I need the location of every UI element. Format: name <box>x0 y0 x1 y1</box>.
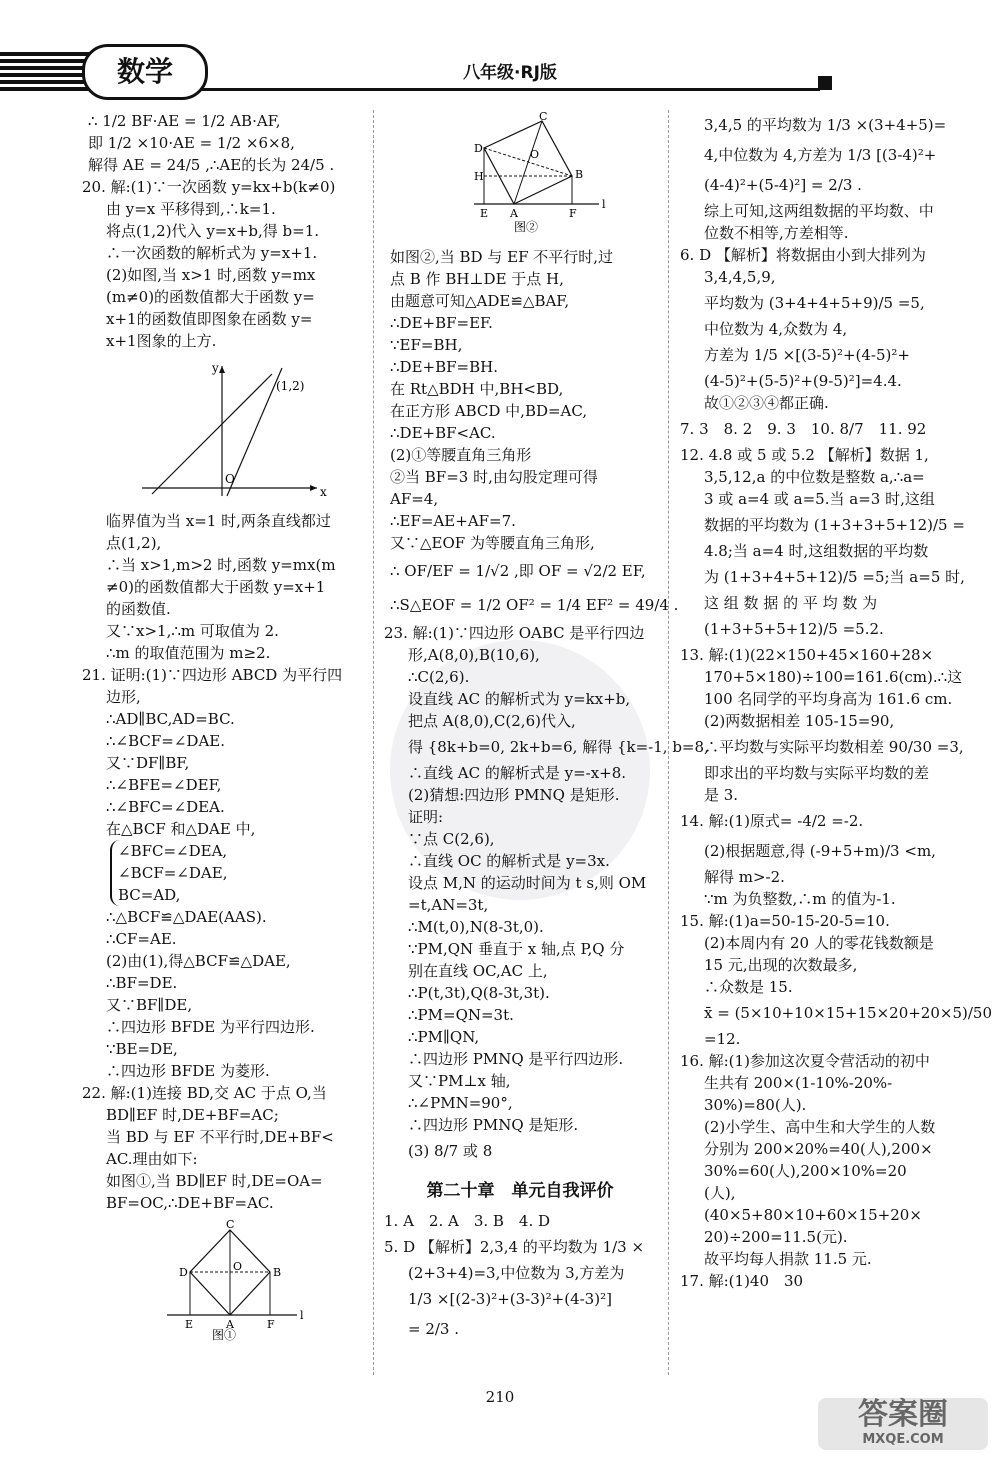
question-20-title: 20. 解:(1)∵一次函数 y=kx+b(k≠0) <box>82 178 336 196</box>
text-line: ∴∠BFC=∠DEA. <box>106 798 225 816</box>
text-line: x+1图象的上方. <box>106 332 217 350</box>
text-line: 即 1/2 ×10·AE = 1/2 ×6×8, <box>88 134 295 152</box>
text-line: (2)小学生、高中生和大学生的人数 <box>704 1118 936 1136</box>
text-line: x+1的函数值即图象在函数 y= <box>106 310 313 328</box>
text-line: ∴S△EOF = 1/2 OF² = 1/4 EF² = 49/4 . <box>390 596 679 614</box>
text-line: 20)÷200=11.5(元). <box>704 1228 848 1246</box>
text-line: ∵PM,QN 垂直于 x 轴,点 P,Q 分 <box>408 940 625 958</box>
label-o: O <box>530 148 540 161</box>
text-line: 30%)=80(人). <box>704 1096 807 1114</box>
question-16-title: 16. 解:(1)参加这次夏令营活动的初中 <box>680 1052 930 1070</box>
grade-label: 八年级·RJ版 <box>463 63 557 83</box>
text-line: (2)①等腰直角三角形 <box>390 446 532 464</box>
text-line: 解得 m>-2. <box>704 868 785 886</box>
text-line: ∴当 x>1,m>2 时,函数 y=mx(m <box>106 556 336 574</box>
text-line: (2)如图,当 x>1 时,函数 y=mx <box>106 266 316 284</box>
text-line: 平均数为 (3+4+4+5+9)/5 =5, <box>704 294 925 312</box>
text-line: ∴ OF/EF = 1/√2 ,即 OF = √2/2 EF, <box>390 562 646 580</box>
text-line: (2+3+4)=3,中位数为 3,方差为 <box>408 1264 625 1282</box>
text-line: ∴△BCF≌△DAE(AAS). <box>106 908 267 926</box>
label-f: F <box>569 207 577 220</box>
text-line: 3,4,4,5,9, <box>704 268 776 286</box>
text-line: ∴∠BFE=∠DEF, <box>106 776 222 794</box>
text-line: ∴ 1/2 BF·AE = 1/2 AB·AF, <box>88 112 281 130</box>
text-line: 形,A(8,0),B(10,6), <box>408 646 540 664</box>
text-line: (40×5+80×10+60×15+20× <box>704 1206 922 1224</box>
text-line: 是 3. <box>704 786 739 804</box>
question-17-title: 17. 解:(1)40 30 <box>680 1272 804 1290</box>
text-line: 当 BD 与 EF 不平行时,DE+BF< <box>106 1128 334 1146</box>
text-line: 在正方形 ABCD 中,BD=AC, <box>390 402 588 420</box>
text-line: 故①②③④都正确. <box>704 394 829 412</box>
question-13-title: 13. 解:(1)(22×150+45×160+28× <box>680 646 934 664</box>
text-line: ∴PM=QN=3t. <box>408 1006 514 1024</box>
label-a: A <box>226 1318 234 1331</box>
text-line: ∴M(t,0),N(8-3t,0). <box>408 918 544 936</box>
text-line: 3 或 a=4 或 a=5.当 a=3 时,这组 <box>704 490 935 508</box>
text-line: BC=AD, <box>118 886 181 904</box>
text-line: 临界值为当 x=1 时,两条直线都过 <box>106 512 331 530</box>
text-line: 又∵△EOF 为等腰直角三角形, <box>390 534 595 552</box>
header-stripes <box>0 52 95 92</box>
label-d: D <box>474 142 483 155</box>
text-line: ∴直线 AC 的解析式是 y=-x+8. <box>408 764 627 782</box>
text-line: ∴四边形 BFDE 为菱形. <box>106 1062 270 1080</box>
text-line: 点 B 作 BH⊥DE 于点 H, <box>390 270 564 288</box>
text-line: 在△BCF 和△DAE 中, <box>106 820 256 838</box>
origin-label: O <box>225 472 235 486</box>
text-line: ∴DE+BF=EF. <box>390 314 493 332</box>
text-line: ∴∠BCF=∠DAE. <box>106 732 226 750</box>
text-line: (3) 8/7 或 8 <box>408 1142 493 1160</box>
text-line: (2)两数据相差 105-15=90, <box>704 712 895 730</box>
text-line: 即求出的平均数与实际平均数的差 <box>704 764 930 782</box>
question-21-title: 21. 证明:(1)∵四边形 ABCD 为平行四 <box>82 666 343 684</box>
text-line: 将点(1,2)代入 y=x+b,得 b=1. <box>106 222 320 240</box>
answer-line: 1. A 2. A 3. B 4. D <box>384 1212 551 1230</box>
text-line: ∴CF=AE. <box>106 930 177 948</box>
text-line: 4,中位数为 4,方差为 1/3 [(3-4)²+ <box>704 146 937 164</box>
line-y-mx <box>227 368 282 496</box>
text-line: 3,4,5 的平均数为 1/3 ×(3+4+5)= <box>704 116 947 134</box>
text-line: =t,AN=3t, <box>408 896 489 914</box>
label-l: l <box>300 1309 304 1322</box>
figure-1 <box>82 1220 367 1340</box>
text-line: ∴P(t,3t),Q(8-3t,3t). <box>408 984 550 1002</box>
question-6-title: 6. D 【解析】将数据由小到大排列为 <box>680 246 926 264</box>
text-line: 把点 A(8,0),C(2,6)代入, <box>408 712 576 730</box>
label-b: B <box>273 1266 282 1279</box>
text-line: 的函数值. <box>106 600 171 618</box>
text-line: AC.理由如下: <box>106 1150 198 1168</box>
text-line: (1+3+5+5+12)/5 =5.2. <box>704 620 884 638</box>
y-axis-arrow <box>219 366 225 373</box>
text-line: (人), <box>704 1184 736 1202</box>
question-22-title: 22. 解:(1)连接 BD,交 AC 于点 O,当 <box>82 1084 327 1102</box>
watermark-url: MXQE.COM <box>862 1432 944 1447</box>
figure-1-caption: 图① <box>212 1328 237 1342</box>
text-line: 生共有 200×(1-10%-20%- <box>704 1074 893 1092</box>
text-line: =12. <box>704 1030 741 1048</box>
text-line: 得 {8k+b=0, 2k+b=6, 解得 {k=-1, b=8, <box>408 738 709 756</box>
text-line: ∠BCF=∠DAE, <box>118 864 228 882</box>
column-3 <box>680 110 992 1292</box>
label-e: E <box>480 207 489 220</box>
text-line: 方差为 1/5 ×[(3-5)²+(4-5)²+ <box>704 346 910 364</box>
text-line: 在 Rt△BDH 中,BH<BD, <box>390 380 564 398</box>
text-line: ∴四边形 BFDE 为平行四边形. <box>106 1018 315 1036</box>
text-line: 别在直线 OC,AC 上, <box>408 962 548 980</box>
text-line: 点(1,2), <box>106 534 162 552</box>
site-watermark <box>818 1398 988 1450</box>
text-line: BF=OC,∴DE+BF=AC. <box>106 1194 274 1212</box>
text-line: 30%=60(人),200×10%=20 <box>704 1162 907 1180</box>
label-b: B <box>575 168 584 181</box>
column-2 <box>384 110 709 1344</box>
text-line: 解得 AE = 24/5 ,∴AE的长为 24/5 . <box>88 156 335 174</box>
question-12-title: 12. 4.8 或 5 或 5.2 【解析】数据 1, <box>680 446 929 464</box>
text-line: 分别为 200×20%=40(人),200× <box>704 1140 933 1158</box>
text-line: ②当 BF=3 时,由勾股定理可得 <box>390 468 598 486</box>
column-1 <box>82 110 367 1352</box>
question-23-title: 23. 解:(1)∵四边形 OABC 是平行四边 <box>384 624 645 642</box>
header-rule <box>200 88 820 91</box>
x-axis-arrow <box>310 485 317 491</box>
text-line: ∴EF=AE+AF=7. <box>390 512 516 530</box>
text-line: ∴BF=DE. <box>106 974 178 992</box>
text-line: 由题意可知△ADE≌△BAF, <box>390 292 570 310</box>
label-h: H <box>474 170 484 183</box>
text-line: ∠BFC=∠DEA, <box>118 842 228 860</box>
text-line: (2)根据题意,得 (-9+5+m)/3 <m, <box>704 842 936 860</box>
text-line: 数据的平均数为 (1+3+3+5+12)/5 = <box>704 516 965 534</box>
text-line: AF=4, <box>390 490 439 508</box>
text-line: 故平均每人捐款 11.5 元. <box>704 1250 872 1268</box>
text-line: 证明: <box>408 808 444 826</box>
point-label: (1,2) <box>276 379 305 393</box>
text-line: 综上可知,这两组数据的平均数、中 <box>704 202 934 220</box>
text-line: 又∵x>1,∴m 可取值为 2. <box>106 622 279 640</box>
text-line: ∴∠PMN=90°, <box>408 1094 513 1112</box>
page-header <box>0 40 1000 100</box>
label-o: O <box>233 1260 243 1273</box>
text-line: ∴m 的取值范围为 m≥2. <box>106 644 271 662</box>
label-c: C <box>539 110 548 123</box>
text-line: ∴平均数与实际平均数相差 90/30 =3, <box>704 738 964 756</box>
figure-2 <box>384 110 656 234</box>
watermark-text: 答案圈 <box>858 1397 948 1432</box>
text-line: 1/3 ×[(2-3)²+(3-3)²+(4-3)²] <box>408 1290 612 1308</box>
text-line: (2)本周内有 20 人的零花钱数额是 <box>704 934 934 952</box>
x-label: x <box>320 485 327 499</box>
text-line: 15 元,出现的次数最多, <box>704 956 858 974</box>
text-line: ∴C(2,6). <box>408 668 470 686</box>
label-l: l <box>602 198 606 211</box>
text-line: 170+5×180)÷100=161.6(cm).∴这 <box>704 668 963 686</box>
label-e: E <box>185 1318 194 1331</box>
text-line: x̄ = (5×10+10×15+15×20+20×5)/50 <box>704 1004 992 1022</box>
label-d: D <box>179 1266 188 1279</box>
text-line: ∴PM∥QN, <box>408 1028 480 1046</box>
text-line: 又∵DF∥BF, <box>106 754 190 772</box>
text-line: 如图②,当 BD 与 EF 不平行时,过 <box>390 248 614 266</box>
column-divider-1 <box>373 110 374 1375</box>
text-line: (4-5)²+(5-5)²+(9-5)²]=4.4. <box>704 372 902 390</box>
y-label: y <box>212 361 219 375</box>
text-line: ∴一次函数的解析式为 y=x+1. <box>106 244 318 262</box>
text-line: 设直线 AC 的解析式为 y=kx+b, <box>408 690 631 708</box>
text-line: ∵m 为负整数,∴m 的值为-1. <box>704 890 896 908</box>
text-line: 位数不相等,方差相等. <box>704 224 849 242</box>
text-line: (2)由(1),得△BCF≌△DAE, <box>106 952 291 970</box>
text-line: 这 组 数 据 的 平 均 数 为 <box>704 594 878 612</box>
text-line: 设点 M,N 的运动时间为 t s,则 OM <box>408 874 647 892</box>
text-line: ∴直线 OC 的解析式是 y=3x. <box>408 852 610 870</box>
text-line: BD∥EF 时,DE+BF=AC; <box>106 1106 279 1124</box>
figure-2-caption: 图② <box>514 220 539 234</box>
text-line: 3,5,12,a 的中位数是整数 a,∴a= <box>704 468 925 486</box>
text-line: ≠0)的函数值都大于函数 y=x+1 <box>106 578 326 596</box>
text-line: ∴AD∥BC,AD=BC. <box>106 710 235 728</box>
text-line: ∴DE+BF=BH. <box>390 358 498 376</box>
label-a: A <box>510 207 518 220</box>
label-f: F <box>267 1318 275 1331</box>
text-line: ∵点 C(2,6), <box>408 830 495 848</box>
text-line: 为 (1+3+4+5+12)/5 =5;当 a=5 时, <box>704 568 965 586</box>
text-line: 又∵PM⊥x 轴, <box>408 1072 511 1090</box>
text-line: 由 y=x 平移得到,∴k=1. <box>106 200 276 218</box>
text-line: ∵BE=DE, <box>106 1040 178 1058</box>
text-line: 中位数为 4,众数为 4, <box>704 320 848 338</box>
text-line: ∴四边形 PMNQ 是平行四边形. <box>408 1050 624 1068</box>
text-line: ∴四边形 PMNQ 是矩形. <box>408 1116 579 1134</box>
header-square <box>818 76 832 90</box>
subject-logo: 数学 <box>82 44 208 100</box>
answer-line: 5. D 【解析】2,3,4 的平均数为 1/3 × <box>384 1238 645 1256</box>
question-15-title: 15. 解:(1)a=50-15-20-5=10. <box>680 912 890 930</box>
text-line: ∴众数是 15. <box>704 978 793 996</box>
text-line: 如图①,当 BD∥EF 时,DE=OA= <box>106 1172 323 1190</box>
text-line: 100 名同学的平均身高为 161.6 cm. <box>704 690 953 708</box>
text-line: (m≠0)的函数值都大于函数 y= <box>106 288 315 306</box>
text-line: 又∵BF∥DE, <box>106 996 193 1014</box>
text-line: 4.8;当 a=4 时,这组数据的平均数 <box>704 542 929 560</box>
text-line: (4-4)²+(5-4)²] = 2/3 . <box>704 176 862 194</box>
text-line: 边形, <box>106 688 141 706</box>
question-14-title: 14. 解:(1)原式= -4/2 =-2. <box>680 812 864 830</box>
text-line: ∴DE+BF<AC. <box>390 424 496 442</box>
text-line: (2)猜想:四边形 PMNQ 是矩形. <box>408 786 620 804</box>
page-number: 210 <box>485 1388 515 1406</box>
label-c: C <box>226 1218 235 1231</box>
text-line: = 2/3 . <box>408 1320 460 1338</box>
equation-brace <box>110 840 367 906</box>
answers-7-11: 7. 3 8. 2 9. 3 10. 8/7 11. 92 <box>680 420 927 438</box>
text-line: ∵EF=BH, <box>390 336 463 354</box>
chapter-heading: 第二十章 单元自我评价 <box>426 1181 614 1201</box>
function-graph <box>82 358 367 498</box>
